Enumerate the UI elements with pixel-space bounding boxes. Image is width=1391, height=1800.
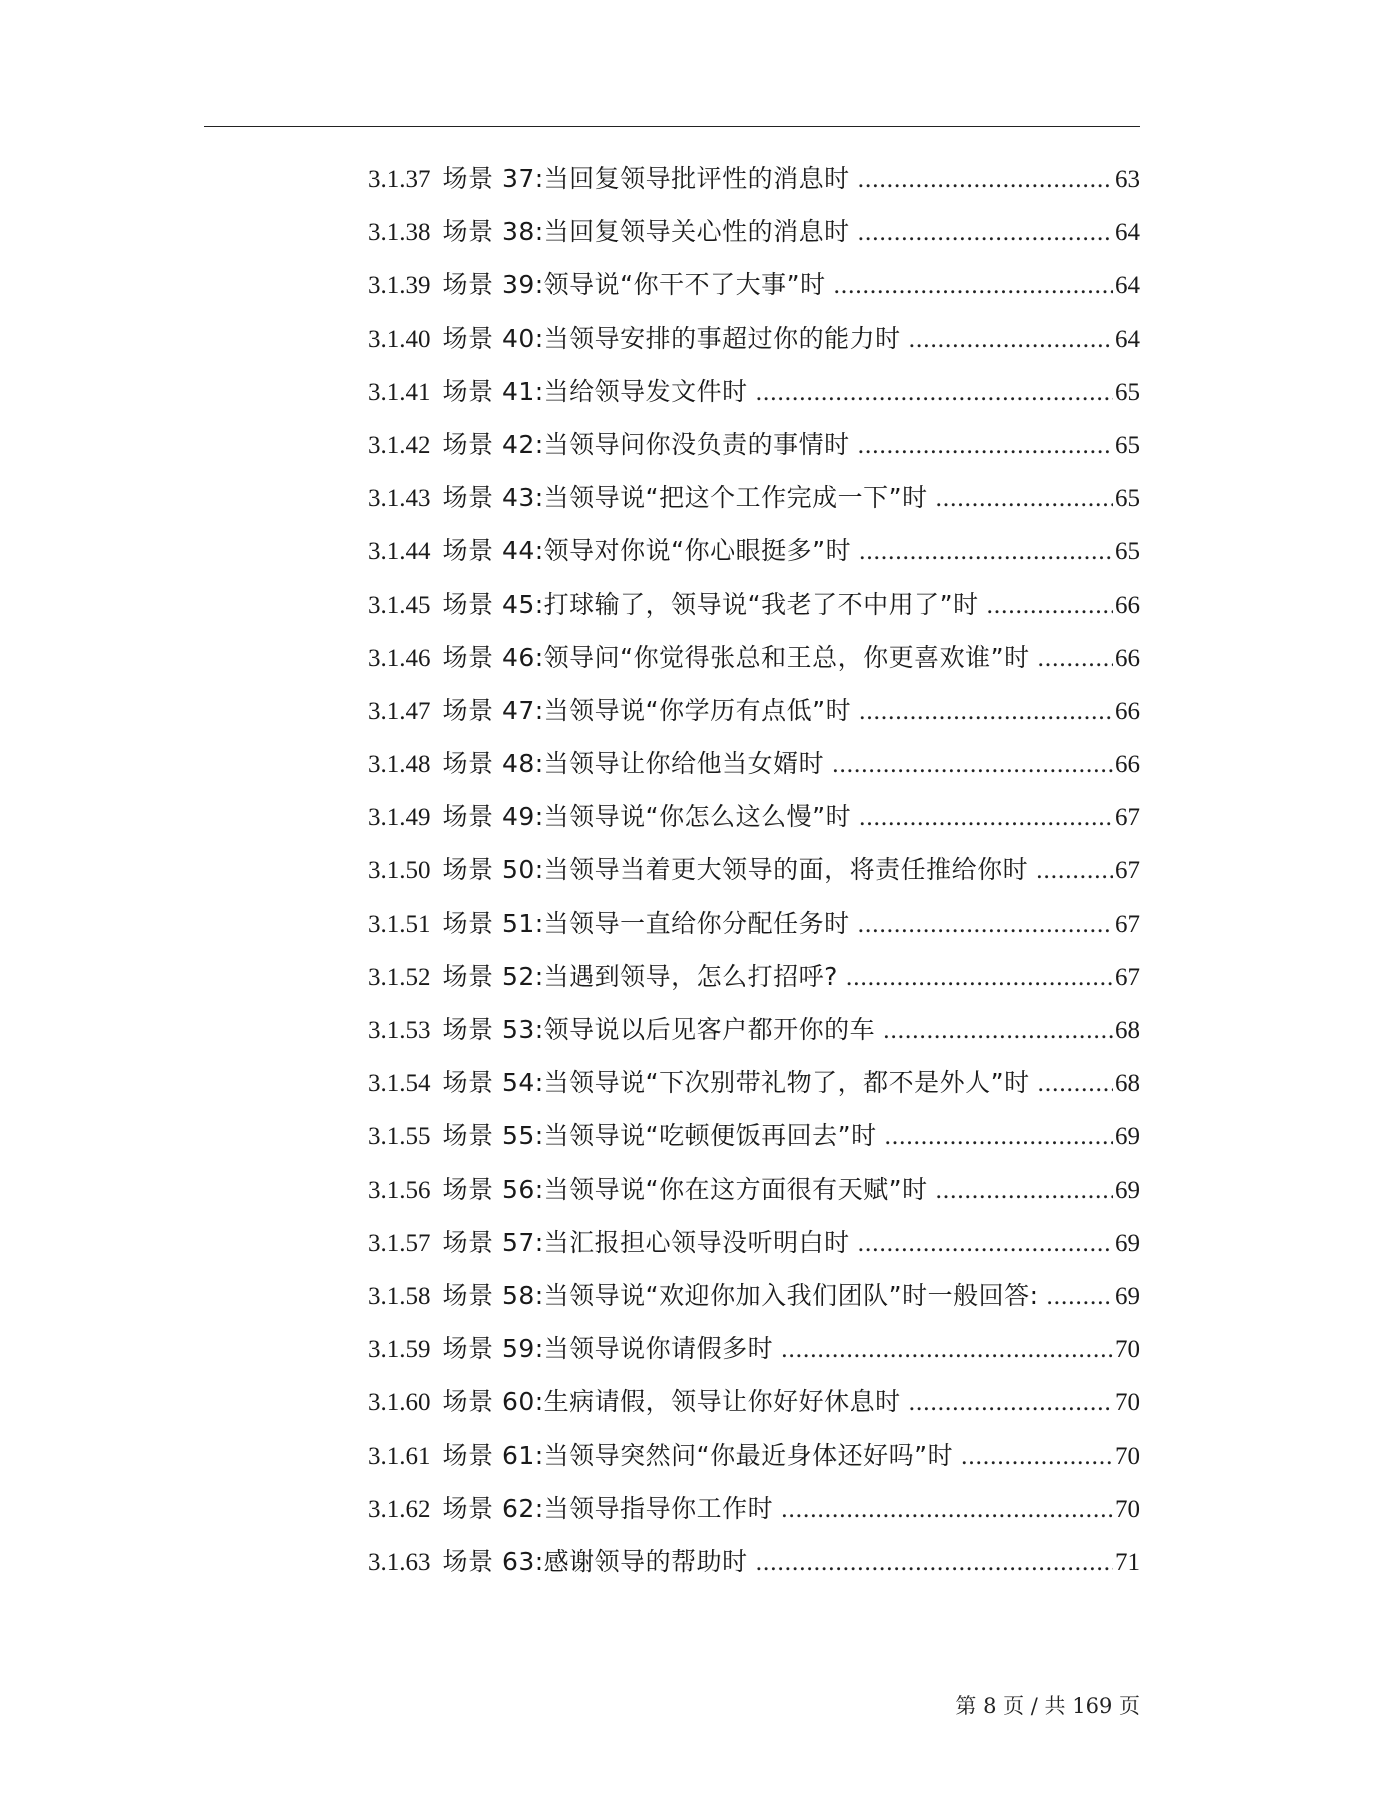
toc-entry-number: 3.1.51 — [368, 910, 431, 938]
toc-entry[interactable] — [368, 589, 1140, 645]
toc-entry-page: 70 — [1115, 1495, 1140, 1523]
toc-entry[interactable] — [368, 1389, 1140, 1442]
toc-dot-leader — [859, 699, 1113, 724]
toc-dot-leader — [909, 327, 1113, 352]
toc-entry-page: 63 — [1115, 166, 1140, 193]
toc-entry-page: 65 — [1115, 378, 1140, 406]
toc-entry[interactable] — [368, 642, 1140, 698]
toc-entry-title: 场景 45:打球输了，领导说“我老了不中用了”时 — [442, 589, 979, 619]
toc-entry[interactable] — [368, 751, 1140, 804]
toc-entry-page: 66 — [1115, 697, 1140, 725]
toc-entry-page: 64 — [1115, 325, 1140, 353]
toc-dot-leader — [832, 752, 1113, 777]
toc-dot-leader — [858, 220, 1113, 245]
toc-entry-title: 场景 62:当领导指导你工作时 — [442, 1493, 774, 1523]
toc-entry[interactable] — [368, 272, 1140, 325]
toc-entry[interactable] — [368, 376, 1140, 432]
toc-entry-page: 64 — [1115, 272, 1140, 300]
toc-entry-title: 场景 46:领导问“你觉得张总和王总，你更喜欢谁”时 — [442, 642, 1030, 672]
toc-entry-number: 3.1.56 — [368, 1176, 431, 1204]
toc-entry-title: 场景 50:当领导当着更大领导的面，将责任推给你时 — [442, 855, 1029, 885]
toc-entry-number: 3.1.53 — [368, 1017, 431, 1044]
toc-entry-title: 场景 44:领导对你说“你心眼挺多”时 — [442, 536, 852, 566]
toc-dot-leader — [961, 1444, 1113, 1469]
toc-entry-title: 场景 48:当领导让你给他当女婿时 — [442, 749, 825, 779]
toc-entry-title: 场景 53:领导说以后见客户都开你的车 — [442, 1015, 876, 1044]
toc-entry-page: 69 — [1115, 1176, 1140, 1204]
toc-entry[interactable] — [368, 1174, 1140, 1230]
toc-entry[interactable] — [368, 1123, 1140, 1176]
toc-entry-page: 66 — [1115, 591, 1140, 619]
toc-dot-leader — [909, 1390, 1113, 1415]
toc-dot-leader — [781, 1497, 1113, 1522]
toc-dot-leader — [858, 167, 1113, 192]
toc-dot-leader — [936, 1178, 1113, 1203]
toc-entry[interactable] — [368, 961, 1140, 1017]
toc-entry-title: 场景 54:当领导说“下次别带礼物了，都不是外人”时 — [442, 1068, 1030, 1098]
toc-entry[interactable] — [368, 485, 1140, 538]
toc-entry-page: 68 — [1115, 1017, 1140, 1044]
toc-entry-number: 3.1.61 — [368, 1442, 431, 1470]
toc-entry-title: 场景 38:当回复领导关心性的消息时 — [442, 217, 850, 247]
toc-entry-number: 3.1.50 — [368, 857, 431, 885]
toc-entry-title: 场景 58:当领导说“欢迎你加入我们团队”时一般回答: — [442, 1280, 1039, 1310]
toc-entry[interactable] — [368, 1440, 1140, 1496]
toc-entry-page: 71 — [1115, 1548, 1140, 1576]
toc-entry[interactable] — [368, 857, 1140, 910]
toc-entry-page: 67 — [1115, 963, 1140, 991]
toc-entry-page: 64 — [1115, 219, 1140, 247]
toc-entry-page: 66 — [1115, 644, 1140, 672]
toc-entry-number: 3.1.55 — [368, 1123, 431, 1151]
toc-entry-page: 70 — [1115, 1389, 1140, 1417]
toc-entry[interactable] — [368, 1546, 1140, 1602]
toc-entry-number: 3.1.46 — [368, 644, 431, 672]
toc-dot-leader — [834, 273, 1113, 298]
toc-entry-page: 69 — [1115, 1123, 1140, 1151]
toc-dot-leader — [756, 1550, 1113, 1575]
toc-dot-leader — [1047, 1284, 1113, 1309]
toc-dot-leader — [756, 380, 1113, 405]
toc-entry-number: 3.1.41 — [368, 378, 431, 406]
toc-entry[interactable] — [368, 429, 1140, 485]
toc-dot-leader — [1038, 646, 1113, 671]
toc-entry-title: 场景 59:当领导说你请假多时 — [442, 1334, 774, 1364]
toc-entry-page: 67 — [1115, 910, 1140, 938]
toc-entry-title: 场景 60:生病请假，领导让你好好休息时 — [442, 1387, 901, 1417]
toc-dot-leader — [936, 486, 1113, 511]
toc-dot-leader — [885, 1124, 1113, 1149]
toc-entry-title: 场景 63:感谢领导的帮助时 — [442, 1546, 748, 1576]
toc-entry-title: 场景 56:当领导说“你在这方面很有天赋”时 — [442, 1174, 928, 1204]
toc-entry-number: 3.1.42 — [368, 431, 431, 459]
toc-entry[interactable] — [368, 908, 1140, 964]
toc-entry-number: 3.1.45 — [368, 591, 431, 619]
toc-entry-number: 3.1.43 — [368, 485, 431, 513]
toc-entry-title: 场景 41:当给领导发文件时 — [442, 376, 748, 406]
toc-entry-title: 场景 39:领导说“你干不了大事”时 — [442, 270, 826, 300]
toc-entry-number: 3.1.59 — [368, 1336, 431, 1364]
toc-entry[interactable] — [368, 804, 1140, 857]
toc-entry-title: 场景 57:当汇报担心领导没听明白时 — [442, 1227, 850, 1257]
page-number-footer: 第 8 页 / 共 169 页 — [955, 1694, 1140, 1718]
toc-entry-page: 67 — [1115, 857, 1140, 885]
toc-entry[interactable] — [368, 1070, 1140, 1123]
toc-entry[interactable] — [368, 1280, 1140, 1336]
toc-dot-leader — [1038, 1071, 1113, 1096]
toc-entry-title: 场景 55:当领导说“吃顿便饭再回去”时 — [442, 1121, 877, 1151]
toc-entry-title: 场景 37:当回复领导批评性的消息时 — [442, 164, 850, 193]
toc-entry-page: 70 — [1115, 1336, 1140, 1364]
toc-dot-leader — [859, 805, 1113, 830]
toc-entry-number: 3.1.63 — [368, 1548, 431, 1576]
toc-dot-leader — [781, 1337, 1113, 1362]
toc-entry-page: 66 — [1115, 751, 1140, 779]
toc-entry-page: 70 — [1115, 1442, 1140, 1470]
toc-entry-page: 65 — [1115, 485, 1140, 513]
toc-entry[interactable] — [368, 538, 1140, 591]
toc-entry-number: 3.1.62 — [368, 1495, 431, 1523]
toc-entry-title: 场景 42:当领导问你没负责的事情时 — [442, 429, 850, 459]
toc-entry-number: 3.1.58 — [368, 1282, 431, 1310]
toc-dot-leader — [1036, 858, 1113, 883]
toc-entry-number: 3.1.54 — [368, 1070, 431, 1098]
toc-entry-title: 场景 49:当领导说“你怎么这么慢”时 — [442, 802, 852, 832]
toc-entry[interactable] — [368, 1017, 1140, 1070]
toc-entry-number: 3.1.37 — [368, 166, 431, 193]
toc-entry-number: 3.1.40 — [368, 325, 431, 353]
header-rule — [204, 126, 1140, 127]
toc-entry[interactable] — [368, 323, 1140, 379]
toc-dot-leader — [883, 1018, 1113, 1043]
toc-dot-leader — [858, 912, 1113, 937]
toc-entry-number: 3.1.48 — [368, 751, 431, 779]
toc-dot-leader — [859, 539, 1113, 564]
toc-entry[interactable] — [368, 1227, 1140, 1283]
toc-entry-page: 65 — [1115, 431, 1140, 459]
toc-entry[interactable] — [368, 219, 1140, 272]
toc-entry-page: 68 — [1115, 1070, 1140, 1098]
toc-entry[interactable] — [368, 1493, 1140, 1549]
toc-entry-number: 3.1.52 — [368, 963, 431, 991]
toc-entry-page: 69 — [1115, 1229, 1140, 1257]
toc-entry-page: 67 — [1115, 804, 1140, 832]
toc-entry-number: 3.1.47 — [368, 697, 431, 725]
toc-entry-number: 3.1.44 — [368, 538, 431, 566]
toc-entry-title: 场景 61:当领导突然问“你最近身体还好吗”时 — [442, 1440, 954, 1470]
toc-entry-number: 3.1.60 — [368, 1389, 431, 1417]
toc-entry-title: 场景 43:当领导说“把这个工作完成一下”时 — [442, 483, 928, 513]
toc-entry[interactable] — [368, 695, 1140, 751]
toc-entry[interactable] — [368, 166, 1140, 219]
toc-dot-leader — [858, 1231, 1113, 1256]
toc-dot-leader — [987, 593, 1113, 618]
toc-entry-number: 3.1.57 — [368, 1229, 431, 1257]
toc-entry-number: 3.1.38 — [368, 219, 431, 247]
toc-dot-leader — [858, 433, 1113, 458]
toc-entry[interactable] — [368, 1336, 1140, 1389]
toc-dot-leader — [846, 965, 1113, 990]
table-of-contents — [368, 166, 1140, 1602]
toc-entry-page: 65 — [1115, 538, 1140, 566]
toc-entry-title: 场景 52:当遇到领导，怎么打招呼? — [442, 961, 838, 991]
toc-entry-page: 69 — [1115, 1282, 1140, 1310]
toc-entry-title: 场景 40:当领导安排的事超过你的能力时 — [442, 323, 901, 353]
toc-entry-title: 场景 51:当领导一直给你分配任务时 — [442, 908, 850, 938]
toc-entry-number: 3.1.49 — [368, 804, 431, 832]
toc-entry-title: 场景 47:当领导说“你学历有点低”时 — [442, 695, 852, 725]
toc-entry-number: 3.1.39 — [368, 272, 431, 300]
